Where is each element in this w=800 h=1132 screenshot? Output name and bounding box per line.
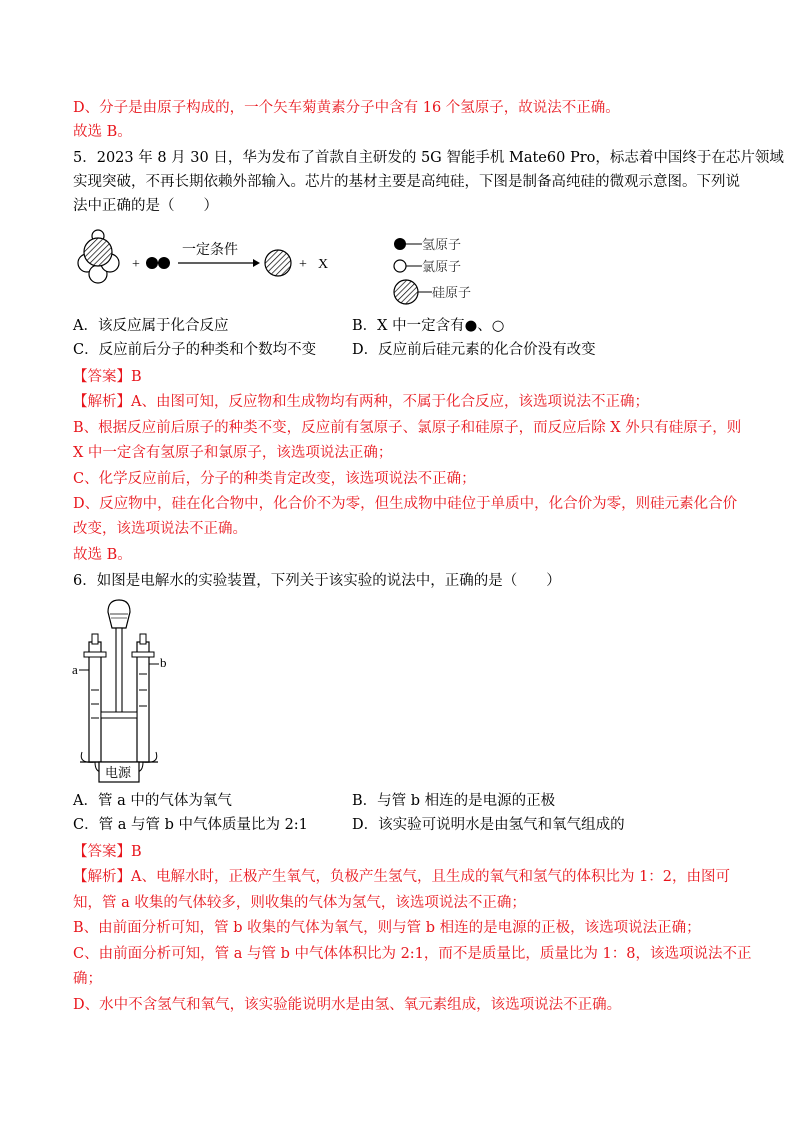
q6-answer: 【答案】B: [73, 844, 142, 860]
silicon-atom-product: [265, 250, 291, 276]
q5-analysis-4: C、化学反应前后，分子的种类肯定改变，该选项说法不正确；: [73, 471, 476, 487]
q6-analysis-6: D、水中不含氢气和氧气，该实验能说明水是由氢、氧元素组成，该选项说法不正确。: [73, 997, 622, 1013]
q5-stem-line1: 5．2023 年 8 月 30 日，华为发布了首款自主研发的 5G 智能手机 Mate60 Pro，标志着中国终于在芯片领域: [73, 150, 784, 166]
center-tube: [116, 628, 122, 714]
reaction-condition: 一定条件: [182, 242, 238, 258]
q6-option-a: A．管 a 中的气体为氧气: [73, 793, 232, 809]
h2-molecule: [146, 257, 170, 269]
q5-answer: 【答案】B: [73, 369, 142, 385]
q5-analysis-5: D、反应物中，硅在化合物中，化合价不为零，但生成物中硅位于单质中，化合价为零，则硅元素化合价: [73, 496, 738, 512]
q5-analysis-1: 【解析】A、由图可知，反应物和生成物均有两种，不属于化合反应，该选项说法不正确；: [73, 394, 649, 410]
tube-a: [89, 642, 101, 762]
q6-option-b: B．与管 b 相连的是电源的正极: [352, 793, 556, 809]
tube-b: [137, 642, 149, 762]
q5-option-d: D．反应前后硅元素的化合价没有改变: [352, 342, 596, 358]
atom-legend: [394, 238, 471, 304]
q6-analysis-3: B、由前面分析可知，管 b 收集的气体为氧气，则与管 b 相连的是电源的正极，该选项说法正确；: [73, 920, 701, 936]
q5-stem-line3: 法中正确的是（ ）: [73, 198, 218, 214]
q6-stem: 6．如图是电解水的实验装置，下列关于该实验的说法中，正确的是（ ）: [73, 573, 561, 589]
q6-analysis-4: C、由前面分析可知，管 a 与管 b 中气体体积比为 2:1，而不是质量比，质量比为 1：8，该选项说法不正: [73, 946, 752, 962]
q6-option-c: C．管 a 与管 b 中气体质量比为 2:1: [73, 817, 308, 833]
q5-analysis-3: X 中一定含有氢原子和氯原子，该选项说法正确；: [73, 445, 393, 461]
q5-choose: 故选 B。: [73, 547, 132, 563]
product-x: X: [318, 257, 329, 272]
q5-analysis-6: 改变，该选项说法不正确。: [73, 521, 247, 537]
legend-chlorine: 氯原子: [422, 260, 462, 275]
q5-option-c: C．反应前后分子的种类和个数均不变: [73, 342, 317, 358]
chlorine-legend-icon: [394, 260, 406, 272]
analysis-d-line: D、分子是由原子构成的，一个矢车菊黄素分子中含有 16 个氢原子，故说法不正确。: [73, 100, 620, 116]
label-a: a: [72, 662, 78, 677]
label-b: b: [160, 655, 167, 670]
q6-analysis-1: 【解析】A、电解水时，正极产生氧气，负极产生氢气，且生成的氧气和氢气的体积比为 1：2，由图可: [73, 869, 731, 885]
q6-option-d: D．该实验可说明水是由氢气和氧气组成的: [352, 817, 625, 833]
q5-analysis-2: B、根据反应前后原子的种类不变，反应前有氢原子、氯原子和硅原子，而反应后除 X 外只有硅原子，则: [73, 420, 742, 436]
reactant-molecule: [78, 230, 119, 283]
legend-silicon: 硅原子: [432, 286, 472, 301]
plus-sign-1: +: [132, 257, 140, 272]
legend-hydrogen: 氢原子: [422, 238, 462, 253]
hydrogen-legend-icon: [394, 238, 406, 250]
choose-line: 故选 B。: [73, 124, 132, 140]
q5-option-b: B．X 中一定含有●、○: [352, 318, 505, 334]
q5-option-a: A．该反应属于化合反应: [73, 318, 229, 334]
q6-analysis-2: 知，管 a 收集的气体较多，则收集的气体为氢气，该选项说法不正确；: [73, 895, 526, 911]
silicon-legend-icon: [394, 280, 418, 304]
plus-sign-2: +: [299, 257, 307, 272]
q6-analysis-5: 确；: [73, 971, 102, 987]
q5-stem-line2: 实现突破，不再长期依赖外部输入。芯片的基材主要是高纯硅，下图是制备高纯硅的微观示意图。下列说: [73, 174, 740, 190]
arrow-head-icon: [253, 259, 260, 267]
reaction-diagram: [70, 226, 490, 312]
power-label: 电源: [105, 766, 132, 781]
electrolysis-apparatus: [70, 594, 180, 784]
